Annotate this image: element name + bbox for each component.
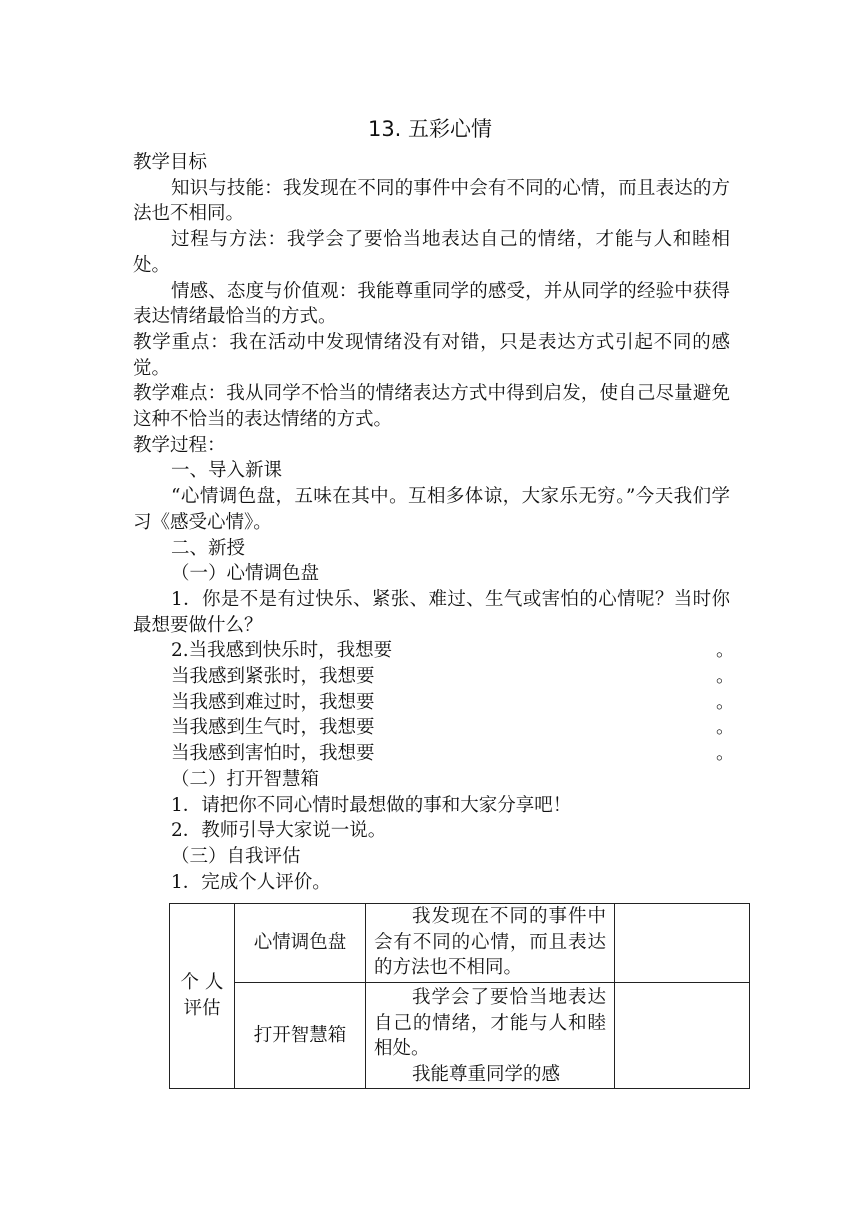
subsection-3-item-1: 1．完成个人评价。: [171, 871, 331, 893]
description-text: 我发现在不同的事件中会有不同的心情，而且表达的方法也不相同。: [374, 906, 606, 979]
fill-line-end: 。: [716, 717, 735, 739]
fill-line-end: 。: [716, 743, 735, 765]
key-point: 教学重点：我在活动中发现情绪没有对错，只是表达方式引起不同的感觉。: [133, 331, 730, 379]
item-cell: 打开智慧箱: [235, 983, 366, 1089]
document-body: [133, 150, 735, 895]
objective-process: 过程与方法：我学会了要恰当地表达自己的情绪，才能与人和睦相处。: [133, 229, 730, 276]
description-cell: [366, 983, 615, 1089]
fill-line-end: 。: [716, 691, 735, 713]
objectives-heading: 教学目标: [133, 152, 208, 173]
fill-line-text: 当我感到生气时，我想要: [171, 717, 375, 739]
description-text: 我学会了要恰当地表达自己的情绪，才能与人和睦相处。: [374, 987, 606, 1060]
group-label-cell: [170, 904, 235, 1089]
description-text: 我能尊重同学的感: [412, 1064, 561, 1086]
subsection-1-heading: （一）心情调色盘: [171, 563, 320, 585]
fill-line-text: 当我感到紧张时，我想要: [171, 666, 375, 688]
subsection-2-item-1: 1．请把你不同心情时最想做的事和大家分享吧！: [171, 794, 572, 816]
difficulty: 教学难点：我从同学不恰当的情绪表达方式中得到启发，使自己尽量避免这种不恰当的表达情绪的方式。: [133, 383, 730, 431]
fill-line-end: 。: [716, 640, 735, 662]
question-1: 1．你是不是有过快乐、紧张、难过、生气或害怕的心情呢？当时你最想要做什么？: [133, 588, 730, 636]
rating-cell[interactable]: [615, 983, 750, 1089]
fill-line-sad: [133, 690, 735, 716]
fill-line-text: 2.当我感到快乐时，我想要: [171, 640, 393, 662]
objective-knowledge: 知识与技能：我发现在不同的事件中会有不同的心情，而且表达的方法也不相同。: [133, 177, 730, 225]
fill-line-happy: [133, 638, 735, 664]
description-cell: [366, 904, 615, 983]
subsection-2-heading: （二）打开智慧箱: [171, 768, 320, 790]
table-row: [170, 904, 750, 983]
subsection-3-heading: （三）自我评估: [171, 845, 301, 867]
self-evaluation-table: [169, 903, 750, 1089]
process-heading: 教学过程：: [133, 434, 226, 456]
intro-quote: “心情调色盘，五味在其中。互相多体谅，大家乐无穷。”今天我们学习《感受心情》。: [133, 486, 730, 533]
fill-line-text: 当我感到害怕时，我想要: [171, 743, 375, 765]
objective-emotion: 情感、态度与价值观：我能尊重同学的感受，并从同学的经验中获得表达情绪最恰当的方式。: [133, 280, 730, 328]
fill-line-end: 。: [716, 666, 735, 688]
group-label-line: 评估: [183, 997, 221, 1019]
item-cell: 心情调色盘: [235, 904, 366, 983]
rating-cell[interactable]: [615, 904, 750, 983]
fill-line-angry: [133, 715, 735, 741]
group-label-line: 个 人: [180, 972, 224, 994]
document-title: 13. 五彩心情: [367, 117, 493, 141]
fill-line-scared: [133, 741, 735, 767]
section-1-heading: 一、导入新课: [171, 460, 283, 482]
section-2-heading: 二、新授: [171, 537, 246, 559]
fill-line-nervous: [133, 664, 735, 690]
table-row: [170, 983, 750, 1089]
fill-line-text: 当我感到难过时，我想要: [171, 691, 375, 713]
subsection-2-item-2: 2．教师引导大家说一说。: [171, 820, 387, 842]
